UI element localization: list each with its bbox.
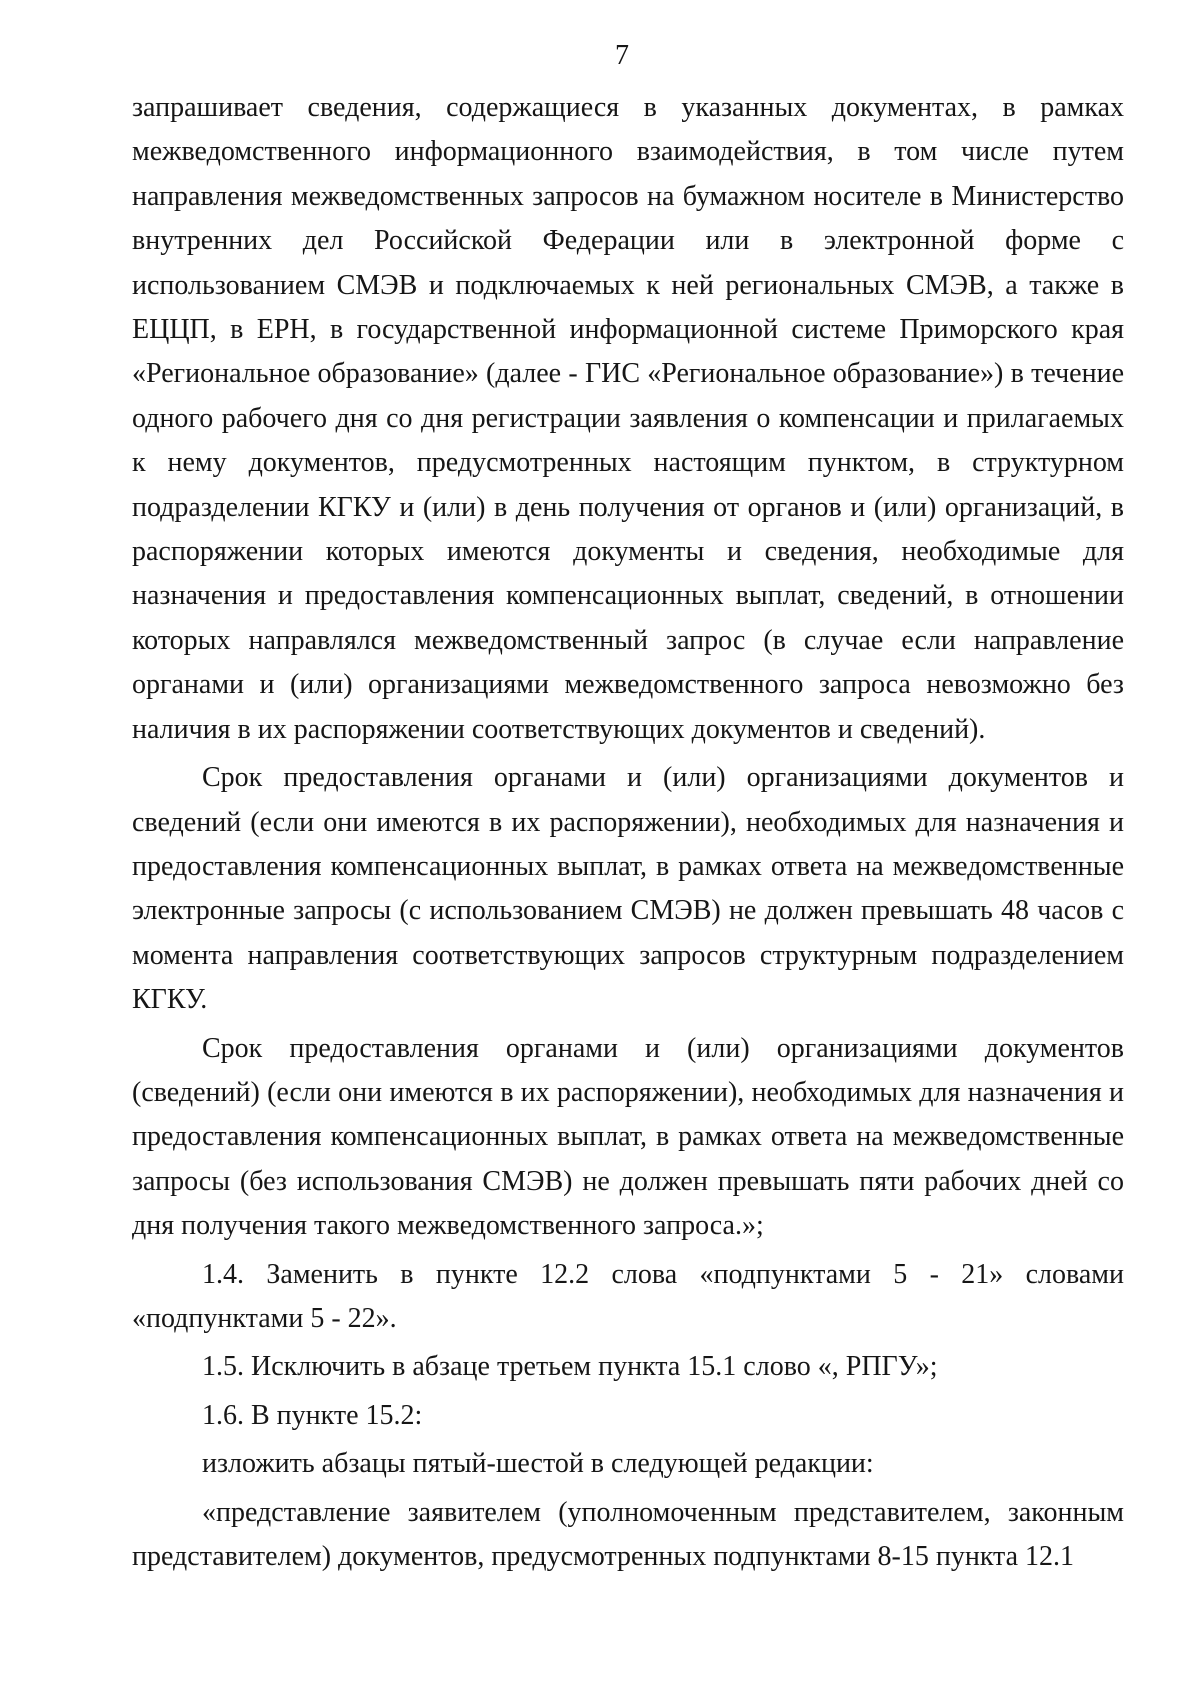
paragraph-interagency-requests: запрашивает сведения, содержащиеся в указанных документах, в рамках межведомственного информационного взаимодействия, в том числе путем направления межведомственных запросов на бумажном носителе в Министерство внутренних дел Российской Федерации или в электронной форме с использованием СМЭВ и подключаемых к ней региональных СМЭВ, а также в ЕЦЦП, в ЕРН, в государственной информационной системе Приморского края «Региональное образование» (далее - ГИС «Региональное образование») в течение одного рабочего дня со дня регистрации заявления о компенсации и прилагаемых к нему документов, предусмотренных настоящим пунктом, в структурном подразделении КГКУ и (или) в день получения от органов и (или) организаций, в распоряжении которых имеются документы и сведения, необходимые для назначения и предоставления компенсационных выплат, сведений, в отношении которых направлялся межведомственный запрос (в случае если направление органами и (или) организациями межведомственного запроса невозможно без наличия в их распоряжении соответствующих документов и сведений). [132,92,1124,745]
paragraph-item-1-5: 1.5. Исключить в абзаце третьем пункта 15.1 слово «, РПГУ»; [202,1351,938,1383]
paragraph-item-1-4: 1.4. Заменить в пункте 12.2 слова «подпунктами 5 - 21» словами «подпунктами 5 - 22». [132,1258,1124,1334]
paragraph-applicant-documents: «представление заявителем (уполномоченным представителем, законным представителем) документов, предусмотренных подпунктами 8-15 пункта 12.1 [132,1496,1124,1572]
paragraph-paper-deadline: Срок предоставления органами и (или) организациями документов (сведений) (если они имеются в их распоряжении), необходимых для назначения и предоставления компенсационных выплат, в рамках ответа на межведомственные запросы (без использования СМЭВ) не должен превышать пяти рабочих дней со дня получения такого межведомственного запроса.»; [132,1032,1124,1242]
document-body [132,86,1124,1579]
paragraph-paragraphs-5-6: изложить абзацы пятый-шестой в следующей редакции: [202,1448,874,1480]
paragraph-item-1-6: 1.6. В пункте 15.2: [202,1399,423,1431]
paragraph-electronic-deadline: Срок предоставления органами и (или) организациями документов и сведений (если они имеются в их распоряжении), необходимых для назначения и предоставления компенсационных выплат, в рамках ответа на межведомственные электронные запросы (с использованием СМЭВ) не должен превышать 48 часов с момента направления соответствующих запросов структурным подразделением КГКУ. [132,762,1124,1016]
page-number: 7 [615,40,629,71]
